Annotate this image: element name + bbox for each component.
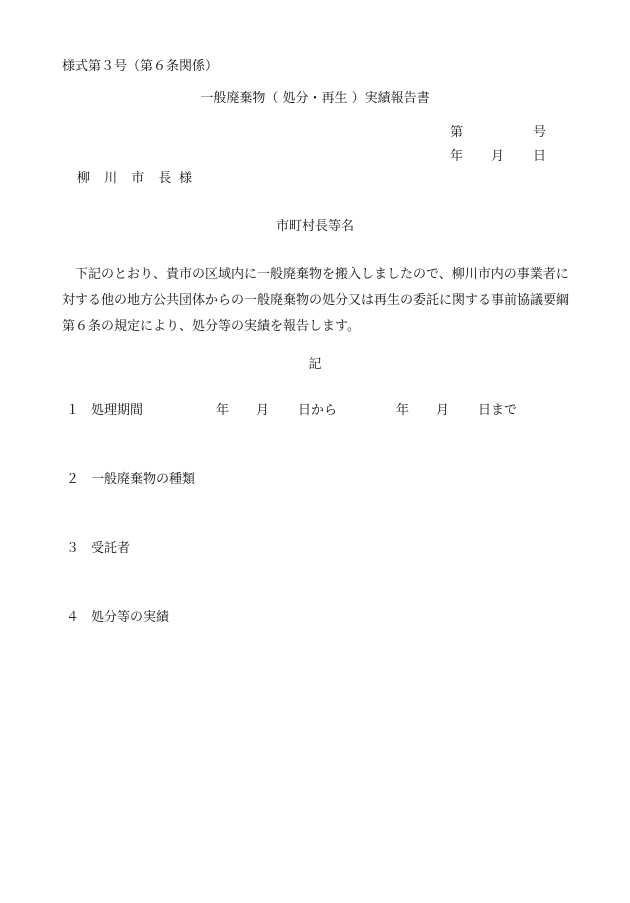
doc-number-suffix: 号 (533, 125, 547, 140)
item-number: ４ (66, 610, 80, 625)
period-start-month: 月 (256, 403, 270, 418)
period-end-day: 日まで (478, 403, 518, 418)
recipient-name: 柳 川 市 長 (77, 171, 177, 186)
item-number: ２ (66, 472, 80, 487)
date-month-label: 月 (491, 149, 505, 164)
period-end-year: 年 (396, 403, 410, 418)
item-label-contractor: 受託者 (91, 541, 131, 556)
item-label-period: 処理期間 (91, 403, 144, 418)
period-start-day: 日から (298, 403, 338, 418)
item-label-waste-type: 一般廃棄物の種類 (91, 472, 196, 487)
date-year-label: 年 (450, 149, 464, 164)
ki-heading: 記 (308, 357, 322, 372)
item-number: １ (66, 403, 80, 418)
form-number: 様式第３号（第６条関係） (62, 59, 219, 74)
period-start-year: 年 (216, 403, 230, 418)
sender-name: 市町村長等名 (275, 219, 354, 234)
item-label-results: 処分等の実績 (91, 610, 170, 625)
item-number: ３ (66, 541, 80, 556)
recipient-honorific: 様 (179, 171, 193, 186)
body-paragraph: 下記のとおり、貴市の区域内に一般廃棄物を搬入しましたので、柳川市内の事業者に対する他の地方公共団体からの一般廃棄物の処分又は再生の委託に関する事前協議要綱第６条の規定により、処分等の実績を報告します。 (62, 267, 570, 334)
document-title: 一般廃棄物（ 処分・再生 ）実績報告書 (200, 91, 430, 106)
date-day-label: 日 (533, 149, 547, 164)
period-end-month: 月 (436, 403, 450, 418)
doc-number-label: 第 (450, 125, 464, 140)
